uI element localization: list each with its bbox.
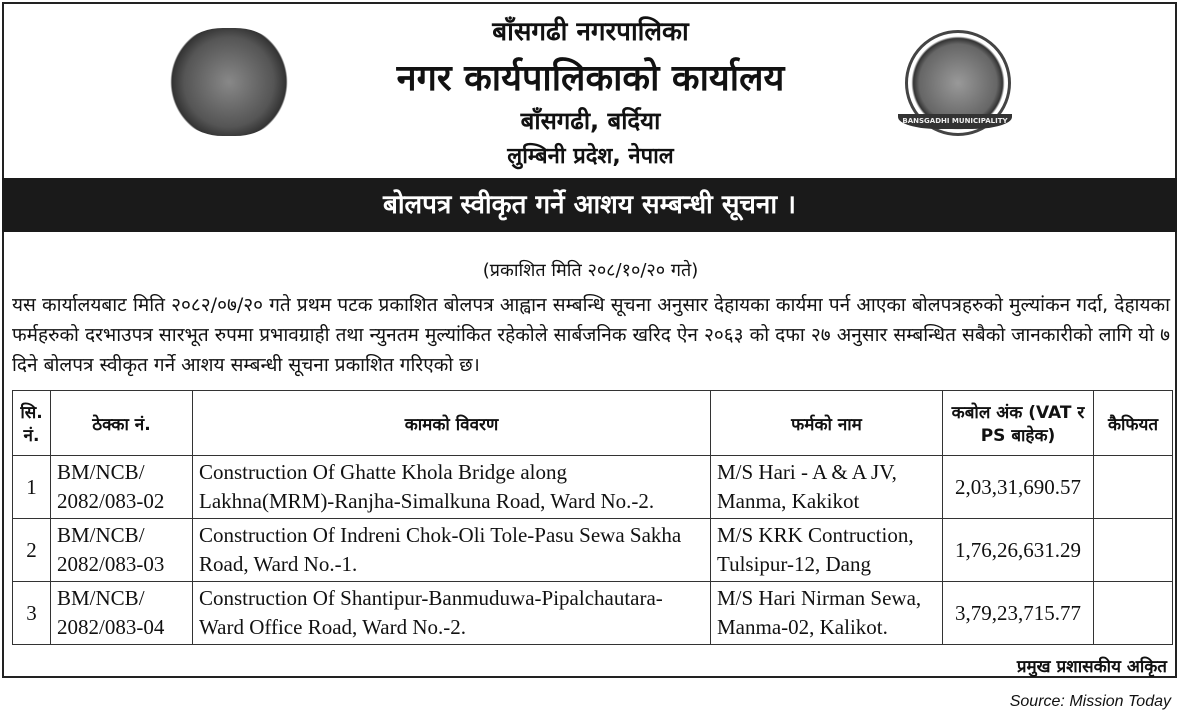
col-sn: सि. नं. (13, 391, 51, 456)
col-contract: ठेक्का नं. (51, 391, 193, 456)
firm: M/S Hari - A & A JV, Manma, Kakikot (711, 456, 943, 519)
col-firm: फर्मको नाम (711, 391, 943, 456)
contract-no: BM/NCB/ 2082/083-04 (51, 582, 193, 645)
table-row (13, 519, 1173, 582)
description: Construction Of Shantipur-Banmuduwa-Pipalchautara-Ward Office Road, Ward No.-2. (193, 582, 711, 645)
contract-no: BM/NCB/ 2082/083-02 (51, 456, 193, 519)
bid-table (12, 390, 1173, 645)
firm: M/S KRK Contruction, Tulsipur-12, Dang (711, 519, 943, 582)
province: लुम्बिनी प्रदेश, नेपाल (507, 144, 674, 169)
table-row (13, 582, 1173, 645)
table-header (13, 391, 1173, 456)
sn: 3 (13, 582, 51, 645)
remarks (1094, 519, 1173, 582)
description: Construction Of Ghatte Khola Bridge along Lakhna(MRM)-Ranjha-Simalkuna Road, Ward No.-2. (193, 456, 711, 519)
municipality-name: बाँसगढी नगरपालिका (492, 17, 689, 47)
notice-body: यस कार्यालयबाट मिति २०८२/०७/२० गते प्रथम पटक प्रकाशित बोलपत्र आह्वान सम्बन्धि सूचना अनुसार देहायका कार्यमा पर्न आएका बोलपत्रहरुको मुल्यांकन गर्दा, देहायका फर्महरुको दरभाउपत्र सारभूत रुपमा प्रभावग्राही तथा न्युनतम मुल्यांकित रहेकोले सार्बजनिक खरिद ऐन २०६३ को दफा २७ अनुसार सम्बन्धित सबैको जानकारीको लागि यो ७ दिने बोलपत्र स्वीकृत गर्ने आशय सम्बन्धी सूचना प्रकाशित गरिएको छ। (12, 294, 1170, 376)
header (0, 0, 1181, 178)
col-description: कामको विवरण (193, 391, 711, 456)
published-date: (प्रकाशित मिति २०८/१०/२० गते) (482, 260, 699, 281)
sn: 1 (13, 456, 51, 519)
col-amount: कबोल अंक (VAT र PS बाहेक) (943, 391, 1094, 456)
amount: 3,79,23,715.77 (943, 582, 1094, 645)
notice-title: बोलपत्र स्वीकृत गर्ने आशय सम्बन्धी सूचना । (2, 178, 1177, 232)
office-location: बाँसगढी, बर्दिया (520, 107, 661, 135)
office-name: नगर कार्यपालिकाको कार्यालय (396, 58, 785, 99)
firm: M/S Hari Nirman Sewa, Manma-02, Kalikot. (711, 582, 943, 645)
sn: 2 (13, 519, 51, 582)
remarks (1094, 582, 1173, 645)
signatory: प्रमुख प्रशासकीय अकिृत (1016, 657, 1167, 677)
contract-no: BM/NCB/ 2082/083-03 (51, 519, 193, 582)
source-credit: Source: Mission Today (1009, 693, 1171, 710)
description: Construction Of Indreni Chok-Oli Tole-Pasu Sewa Sakha Road, Ward No.-1. (193, 519, 711, 582)
amount: 1,76,26,631.29 (943, 519, 1094, 582)
seal-ribbon-text: BANSGADHI MUNICIPALITY (898, 114, 1012, 129)
table-row (13, 456, 1173, 519)
col-remarks: कैफियत (1094, 391, 1173, 456)
amount: 2,03,31,690.57 (943, 456, 1094, 519)
remarks (1094, 456, 1173, 519)
